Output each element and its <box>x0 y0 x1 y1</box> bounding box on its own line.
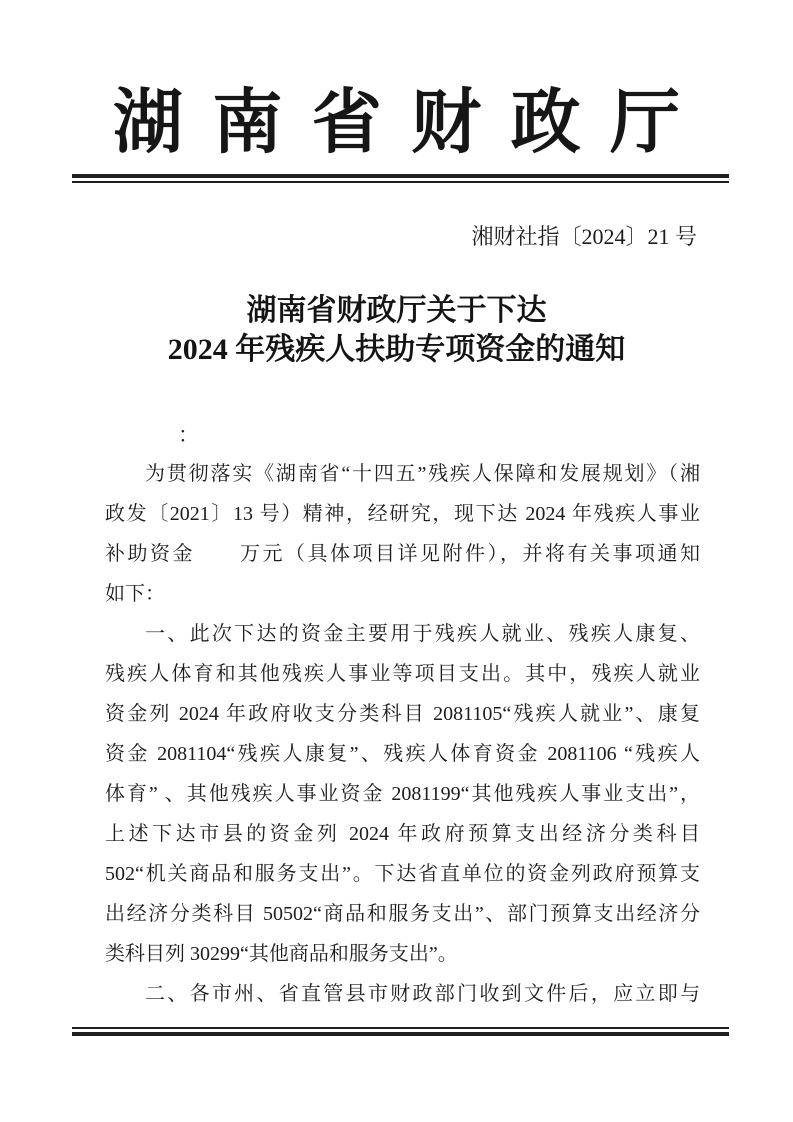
document-number: 湘财社指〔2024〕21 号 <box>471 224 697 249</box>
salutation-colon: ： <box>178 423 199 447</box>
body-text-line: 残疾人体育和其他残疾人事业等项目支出。其中，残疾人就业 <box>105 663 700 685</box>
body-text-line: 上述下达市县的资金列 2024 年政府预算支出经济分类科目 <box>105 823 700 845</box>
letterhead-title: 湖南省财政厅 <box>112 85 710 162</box>
body-text-line: 资金 2081104“残疾人康复”、残疾人体育资金 2081106 “残疾人 <box>105 743 700 765</box>
body-text-line: 如下： <box>105 583 165 605</box>
body-text-line: 为贯彻落实《湖南省“十四五”残疾人保障和发展规划》（湘 <box>145 463 700 485</box>
body-text-line: 二、各市州、省直管县市财政部门收到文件后，应立即与 <box>145 983 700 1005</box>
body-text-line: 一、此次下达的资金主要用于残疾人就业、残疾人康复、 <box>145 623 700 645</box>
body-text-line: 体育” 、其他残疾人事业资金 2081199“其他残疾人事业支出”， <box>105 783 700 805</box>
body-text-line: 类科目列 30299“其他商品和服务支出”。 <box>105 943 458 965</box>
body-text-line: 资金列 2024 年政府收支分类科目 2081105“残疾人就业”、康复 <box>105 703 700 725</box>
document-title <box>0 291 793 369</box>
body-text-line: 补助资金 万元（具体项目详见附件），并将有关事项通知 <box>105 543 700 565</box>
header-double-rule <box>72 174 729 183</box>
body-text-line: 出经济分类科目 50502“商品和服务支出”、部门预算支出经济分 <box>105 903 700 925</box>
document-body <box>105 454 700 1014</box>
document-title-line2: 2024 年残疾人扶助专项资金的通知 <box>167 333 626 366</box>
footer-double-rule <box>72 1027 729 1036</box>
body-text-line: 政发〔2021〕13 号）精神，经研究，现下达 2024 年残疾人事业 <box>105 503 700 525</box>
body-text-line: 502“机关商品和服务支出”。下达省直单位的资金列政府预算支 <box>105 863 700 885</box>
document-title-line1: 湖南省财政厅关于下达 <box>246 294 547 327</box>
